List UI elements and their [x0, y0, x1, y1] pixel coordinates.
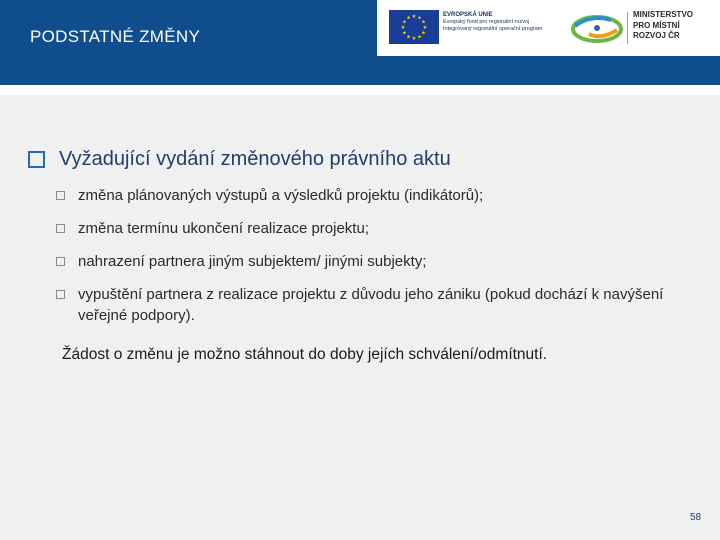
eu-star-icon [401, 25, 405, 29]
list-item [56, 284, 688, 326]
square-bullet-icon [56, 257, 65, 266]
eu-star-icon [422, 20, 426, 24]
eu-flag-icon [389, 10, 439, 44]
ministry-logo-line: PRO MÍSTNÍ [633, 20, 680, 30]
ministry-logo-line: ROZVOJ ČR [633, 31, 680, 40]
eu-star-icon [418, 35, 422, 39]
square-bullet-icon [56, 191, 65, 200]
eu-star-icon [422, 31, 426, 35]
list-item-text: vypuštění partnera z realizace projektu z důvodu jeho zániku (pokud dochází k navýšení veřejné podpory). [78, 286, 664, 324]
eu-star-icon [423, 25, 427, 29]
eu-star-icon [412, 14, 416, 18]
list-item [56, 218, 688, 239]
list-item [56, 185, 688, 206]
list-item-text: nahrazení partnera jiným subjektem/ jinými subjekty; [78, 253, 427, 270]
eu-logo-line: EVROPSKÁ UNIE [443, 12, 493, 18]
list-item [56, 251, 688, 272]
ministry-logo-text [633, 10, 713, 42]
main-bullet [28, 148, 451, 171]
eu-logo-line: Integrovaný regionální operační program [443, 26, 543, 32]
eu-star-icon [402, 20, 406, 24]
square-bullet-icon [56, 290, 65, 299]
eu-logo-line: Evropský fond pro regionální rozvoj [443, 19, 530, 25]
main-bullet-text: Vyžadující vydání změnového právního aktu [59, 148, 451, 170]
checkbox-square-icon [28, 151, 45, 168]
eu-star-icon [412, 36, 416, 40]
page-number: 58 [690, 512, 702, 523]
ministry-logo-line: MINISTERSTVO [633, 10, 694, 19]
eu-star-icon [402, 31, 406, 35]
square-bullet-icon [56, 224, 65, 233]
eu-star-icon [407, 15, 411, 19]
list-item-text: změna termínu ukončení realizace projektu; [78, 220, 369, 237]
logo-strip [377, 0, 720, 56]
ministry-logo-icon [571, 12, 623, 44]
eu-star-icon [407, 35, 411, 39]
slide-title: PODSTATNÉ ZMĚNY [30, 27, 201, 46]
logo-divider [627, 12, 628, 44]
eu-star-icon [418, 15, 422, 19]
note-text: Žádost o změnu je možno stáhnout do doby jejích schválení/odmítnutí. [62, 346, 548, 363]
list-item-text: změna plánovaných výstupů a výsledků projektu (indikátorů); [78, 187, 484, 204]
